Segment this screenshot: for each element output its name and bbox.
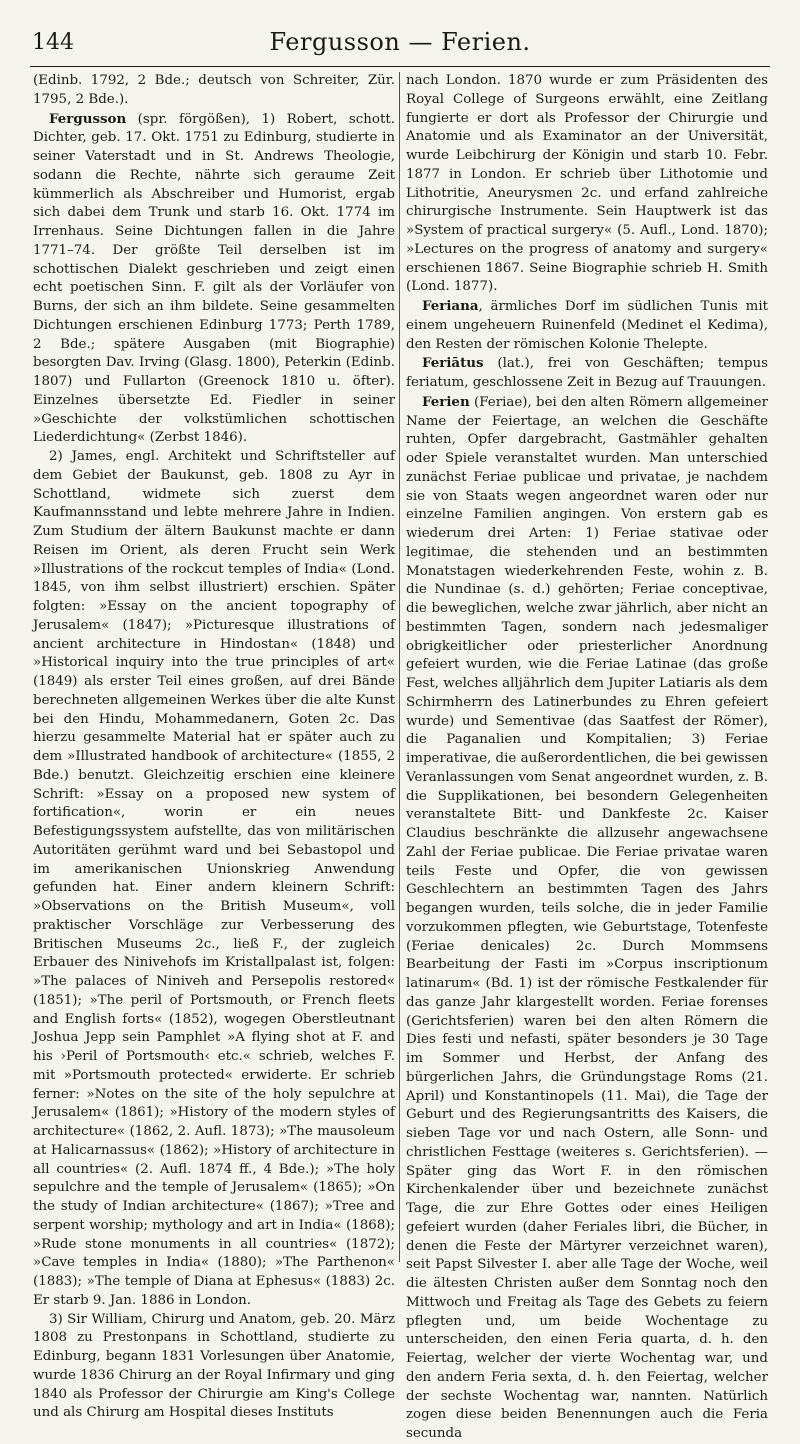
entry-fergusson-text: (spr. förgößen), 1) Robert, schott. Dichter, geb. 17. Okt. 1751 zu Edinburg, studierte in seiner Vaterstadt und in St. Andrews Theologie, sodann die Rechte, nährte sich geraume Zeit kümmerlich als Abschreiber und Humorist, ergab sich dabei dem Trunk und starb 16. Okt. 1774 im Irrenhaus. Seine Dichtungen fallen in die Jahre 1771–74. Der größte Teil derselben ist im schottischen Dialekt geschrieben und zeigt einen echt poetischen Sinn. F. gilt als der Vorläufer von Burns, der sich an ihm bildete. Seine gesammelten Dichtungen erschienen Edinburg 1773; Perth 1789, 2 Bde.; spätere Ausgaben (mit Biographie) besorgten Dav. Irving (Glasg. 1800), Peterkin (Edinb. 1807) und Fullarton (Greenock 1810 u. öfter). Einzelnes übersetzte Ed. Fiedler in seiner »Geschichte der volkstümlichen schottischen Liederdichtung« (Zerbst 1846). [33,111,395,446]
left-column [33,72,395,1421]
headword-fergusson: Fergusson [49,110,127,127]
entry-feriatus-text: (lat.), frei von Geschäften; tempus feriatum, geschlossene Zeit in Bezug auf Trauungen. [406,356,768,390]
header-rule [30,66,770,67]
entry-fergusson [33,110,395,449]
entry-ferien-text: (Feriae), bei den alten Römern allgemeiner Name der Feiertage, an welchen die Geschäfte ruhten, Opfer dargebracht, Gastmähler gehalten oder Spiele veranstaltet wurden. Man unterschied zunächst Feriae publicae und privatae, je nachdem sie von Staats wegen angeordnet waren oder nur einzelne Familien angingen. Von erstern gab es wiederum drei Arten: 1) Feriae stativae oder legitimae, die stehenden und an bestimmten Monatstagen wiederkehrenden Feste, wohin z. B. die Nundinae (s. d.) gehörten; Feriae conceptivae, die beweglichen, welche zwar jährlich, aber nicht an bestimmten Tagen, sondern nach jedesmaliger obrigkeitlicher oder priesterlicher Anordnung gefeiert wurden, wie die Feriae Latinae (das große Fest, welches alljährlich dem Jupiter Latiaris als dem Schirmherrn des Latinerbundes zu Ehren gefeiert wurde) und Sementivae (das Saatfest der Römer), die Paganalien und Kompitalien; 3) Feriae imperativae, die außerordentlichen, die bei gewissen Veranlassungen vom Senat angeordnet wurden, z. B. die Supplikationen, bei besondern Gelegenheiten veranstaltete Bitt- und Dankfeste 2c. Kaiser Claudius beschränkte die allzusehr angewachsene Zahl der Feriae publicae. Die Feriae privatae waren teils Feste und Opfer, die von gewissen Geschlechtern an bestimmten Tagen des Jahrs begangen wurden, teils solche, die in jeder Familie vorzukommen pflegten, wie Geburtstage, Totenfeste (Feriae denicales) 2c. Durch Mommsens Bearbeitung der Fasti im »Corpus inscriptionum latinarum« (Bd. 1) ist der römische Festkalender für das ganze Jahr klargestellt worden. Feriae forenses (Gerichtsferien) waren bei den alten Römern die Dies festi und nefasti, später besonders je 30 Tage im Sommer und Herbst, der Anfang des bürgerlichen Jahrs, die Gründungstage Roms (21. April) und Konstantinopels (11. Mai), die Tage der Geburt und des Regierungsantritts des Kaisers, die sieben Tage vor und nach Ostern, alle Sonn- und christlichen Festtage (weiteres s. Gerichtsferien). — Später ging das Wort F. in den römischen Kirchenkalender über und bezeichnete zunächst Tage, die zur Ehre Gottes oder eines Heiligen gefeiert wurden (daher Feriales libri, die Bücher, in denen die Feste der Märtyrer verzeichnet waren), seit Papst Silvester I. aber alle Tage der Woche, weil die ältesten Christen außer dem Sonntag noch den Mittwoch und Freitag als Tage des Gebets zu feiern pflegten und, um beide Wochentage zu unterscheiden, den einen Feria quarta, d. h. den Feiertag, welcher der vierte Wochentag war, und den andern Feria sexta, d. h. den Feiertag, welcher der sechste Wochentag war, nannten. Natürlich zogen diese beiden Benennungen auch die Feria secunda [406,394,768,1441]
entry-feriana-text: , ärmliches Dorf im südlichen Tunis mit einem ungeheuern Ruinenfeld (Medinet el Kedima), den Resten der römischen Kolonie Thelepte. [406,299,768,352]
running-head: Fergusson — Ferien. [269,28,531,56]
entry-continuation: (Edinb. 1792, 2 Bde.; deutsch von Schreiter, Zür. 1795, 2 Bde.). [33,73,395,107]
entry-fergusson-william: 3) Sir William, Chirurg und Anatom, geb. 20. März 1808 zu Prestonpans in Schottland, studierte zu Edinburg, begann 1831 Vorlesungen über Anatomie, wurde 1836 Chirurg an der Royal Infirmary und ging 1840 als Professor der Chirurgie am King's College und als Chirurg am Hospital dieses Instituts [33,1311,395,1421]
entry-fergusson-james: 2) James, engl. Architekt und Schriftsteller auf dem Gebiet der Baukunst, geb. 1808 zu Ayr in Schottland, widmete sich zuerst dem Kaufmannsstand und lebte mehrere Jahre in Indien. Zum Studium der ältern Baukunst machte er dann Reisen im Orient, als deren Frucht sein Werk »Illustrations of the rockcut temples of India« (Lond. 1845, von ihm selbst illustriert) erschien. Später folgten: »Essay on the ancient topography of Jerusalem« (1847); »Picturesque illustrations of ancient architecture in Hindostan« (1848) und »Historical inquiry into the true principles of art« (1849) als erster Teil eines großen, auf drei Bände berechneten allgemeinen Werkes über die alte Kunst bei den Hindu, Mohammedanern, Goten 2c. Das hierzu gesammelte Material hat er später auch zu dem »Illustrated handbook of architecture« (1855, 2 Bde.) benutzt. Gleichzeitig erschien eine kleinere Schrift: »Essay on a proposed new system of fortification«, worin er ein neues Befestigungssystem aufstellte, das von militärischen Autoritäten gerühmt ward und bei Sebastopol und im amerikanischen Unionskrieg Anwendung gefunden hat. Einer andern kleinern Schrift: »Observations on the British Museum«, voll praktischer Vorschläge zur Verbesserung des Britischen Museums 2c., ließ F., der zugleich Erbauer des Ninivehofs im Kristallpalast ist, folgen: »The palaces of Niniveh and Persepolis restored« (1851); »The peril of Portsmouth, or French fleets and English forts« (1852), wogegen Oberstleutnant Joshua Jepp sein Pamphlet »A flying shot at F. and his ›Peril of Portsmouth‹ etc.« schrieb, welches F. mit »Portsmouth protected« erwiderte. Er schrieb ferner: »Notes on the site of the holy sepulchre at Jerusalem« (1861); »History of the modern styles of architecture« (1862, 2. Aufl. 1873); »The mausoleum at Halicarnassus« (1862); »History of architecture in all countries« (2. Aufl. 1874 ff., 4 Bde.); »The holy sepulchre and the temple of Jerusalem« (1865); »On the study of Indian architecture« (1867); »Tree and serpent worship; mythology and art in India« (1868); »Rude stone monuments in all countries« (1872); »Cave temples in India« (1880); »The Parthenon« (1883); »The temple of Diana at Ephesus« (1883) 2c. Er starb 9. Jan. 1886 in London. [33,449,395,1308]
column-divider [399,72,400,1262]
headword-ferien: Ferien [422,393,470,410]
entry-william-continuation: nach London. 1870 wurde er zum Präsidenten des Royal College of Surgeons erwählt, eine Zeitlang fungierte er dort als Professor der Chirurgie und Anatomie und als Examinator an der Universität, wurde Leibchirurg der Königin und starb 10. Febr. 1877 in London. Er schrieb über Lithotomie und Lithotritie, Aneurysmen 2c. und erfand zahlreiche chirurgische Instrumente. Sein Hauptwerk ist das »System of practical surgery« (5. Aufl., Lond. 1870); »Lectures on the progress of anatomy and surgery« erschienen 1867. Seine Biographie schrieb H. Smith (Lond. 1877). [406,73,768,295]
headword-feriana: Feriana [422,298,479,314]
entry-feriana [406,297,768,354]
page-header [30,26,770,66]
page-number: 144 [32,30,74,55]
right-column [406,72,768,1441]
headword-feriatus: Feriātus [422,355,484,372]
entry-feriatus [406,354,768,393]
entry-ferien [406,393,768,1444]
